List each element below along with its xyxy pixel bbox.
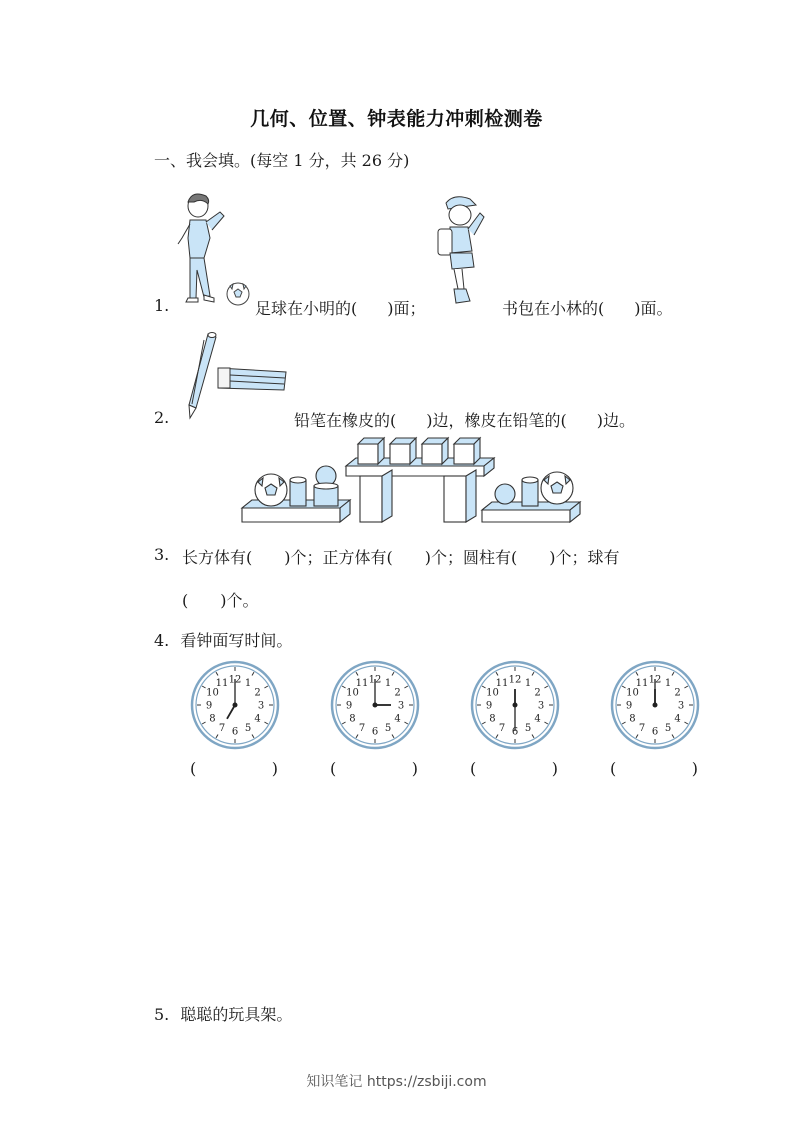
- toy-shelf-illustration: [240, 436, 585, 526]
- dial-number: 4: [254, 713, 261, 725]
- q1b-prefix: 书包在小林的(: [502, 299, 605, 318]
- dial-number: 7: [218, 723, 226, 735]
- sphere-prefix: 球有: [587, 548, 620, 567]
- question-number: 5.: [154, 1005, 170, 1024]
- dial-number: 3: [677, 700, 685, 712]
- dial-number: 10: [486, 687, 499, 699]
- dial-number: 4: [534, 713, 541, 725]
- question-3-line-2: [182, 588, 259, 611]
- dial-number: 10: [626, 687, 639, 699]
- q2a-suffix: )边，: [426, 411, 465, 430]
- cube-suffix: )个；: [424, 548, 463, 567]
- q1b-suffix: )面。: [634, 299, 673, 318]
- dial-number: 12: [228, 674, 242, 686]
- sphere-open-paren: (: [182, 591, 189, 610]
- dial-number: 5: [244, 723, 252, 735]
- dial-number: 7: [358, 723, 366, 735]
- clock-answer-1[interactable]: [190, 759, 278, 778]
- dial-number: 5: [384, 723, 392, 735]
- dial-number: 2: [534, 687, 541, 699]
- question-1-part-b: [502, 296, 673, 319]
- dial-number: 9: [345, 700, 353, 712]
- clock-answer-2[interactable]: [330, 759, 418, 778]
- dial-number: 7: [498, 723, 506, 735]
- question-2-text: [294, 408, 635, 431]
- dial-number: 8: [629, 713, 636, 725]
- question-2: [154, 408, 169, 427]
- question-3-line-1: [182, 545, 620, 568]
- dial-number: 2: [254, 687, 261, 699]
- dial-number: 1: [384, 677, 392, 689]
- clock-answer-3[interactable]: [470, 759, 558, 778]
- boy-with-backpack-illustration: [432, 193, 492, 308]
- cube-prefix: 正方体有(: [322, 548, 393, 567]
- dial-number: 10: [206, 687, 219, 699]
- close-paren: ): [271, 759, 278, 778]
- dial-number: 8: [349, 713, 356, 725]
- close-paren: ): [411, 759, 418, 778]
- dial-number: 11: [635, 677, 649, 689]
- dial-number: 3: [537, 700, 545, 712]
- dial-number: 11: [215, 677, 229, 689]
- open-paren: (: [610, 759, 617, 778]
- eraser-illustration: [216, 366, 288, 394]
- question-number: 3.: [154, 545, 170, 564]
- dial-number: 9: [625, 700, 633, 712]
- dial-number: 9: [485, 700, 493, 712]
- question-number: 1.: [154, 296, 170, 315]
- dial-number: 2: [394, 687, 401, 699]
- question-3: [154, 545, 169, 564]
- clock-face-3: [467, 657, 563, 753]
- clock-face-2: [327, 657, 423, 753]
- cuboid-prefix: 长方体有(: [182, 548, 253, 567]
- dial-number: 1: [524, 677, 532, 689]
- question-number: 4.: [154, 631, 170, 650]
- dial-number: 2: [674, 687, 681, 699]
- q1a-suffix: )面；: [387, 299, 426, 318]
- close-paren: ): [551, 759, 558, 778]
- footer-watermark: 知识笔记 https://zsbiji.com: [306, 1074, 487, 1090]
- dial-number: 6: [651, 726, 659, 738]
- q2a-prefix: 铅笔在橡皮的(: [294, 411, 397, 430]
- dial-number: 4: [394, 713, 401, 725]
- dial-number: 6: [371, 726, 379, 738]
- q2b-suffix: )边。: [596, 411, 635, 430]
- dial-number: 5: [524, 723, 532, 735]
- dial-number: 6: [511, 726, 519, 738]
- dial-number: 8: [209, 713, 216, 725]
- dial-number: 8: [489, 713, 496, 725]
- open-paren: (: [330, 759, 337, 778]
- cylinder-prefix: 圆柱有(: [463, 548, 518, 567]
- dial-number: 4: [674, 713, 681, 725]
- dial-number: 10: [346, 687, 359, 699]
- clock-face-4: [607, 657, 703, 753]
- dial-number: 9: [205, 700, 213, 712]
- dial-number: 3: [397, 700, 405, 712]
- cuboid-suffix: )个；: [284, 548, 323, 567]
- dial-number: 11: [355, 677, 369, 689]
- q1a-prefix: 足球在小明的(: [255, 299, 358, 318]
- cylinder-suffix: )个；: [549, 548, 588, 567]
- close-paren: ): [691, 759, 698, 778]
- dial-number: 12: [368, 674, 382, 686]
- dial-number: 11: [495, 677, 509, 689]
- question-1-part-a: [255, 296, 426, 319]
- question-number: 2.: [154, 408, 170, 427]
- pencil-illustration: [186, 330, 220, 420]
- dial-number: 12: [648, 674, 662, 686]
- sphere-suffix: )个。: [220, 591, 259, 610]
- section-heading: 一、我会填。(每空 1 分，共 26 分): [154, 151, 410, 170]
- dial-number: 1: [244, 677, 252, 689]
- dial-number: 3: [257, 700, 265, 712]
- dial-number: 6: [231, 726, 239, 738]
- clock-answer-4[interactable]: [610, 759, 698, 778]
- dial-number: 12: [508, 674, 522, 686]
- dial-number: 1: [664, 677, 672, 689]
- clock-face-1: [187, 657, 283, 753]
- page-title: 几何、位置、钟表能力冲刺检测卷: [250, 108, 543, 130]
- dial-number: 7: [638, 723, 646, 735]
- dial-number: 5: [664, 723, 672, 735]
- boy-with-soccer-ball-illustration: [176, 190, 256, 310]
- question-5: [154, 1002, 292, 1025]
- question-5-text: 聪聪的玩具架。: [180, 1005, 293, 1024]
- question-4-text: 看钟面写时间。: [180, 631, 293, 650]
- question-4: [154, 628, 292, 651]
- open-paren: (: [470, 759, 477, 778]
- q2b-prefix: 橡皮在铅笔的(: [464, 411, 567, 430]
- open-paren: (: [190, 759, 197, 778]
- question-1: [154, 296, 169, 315]
